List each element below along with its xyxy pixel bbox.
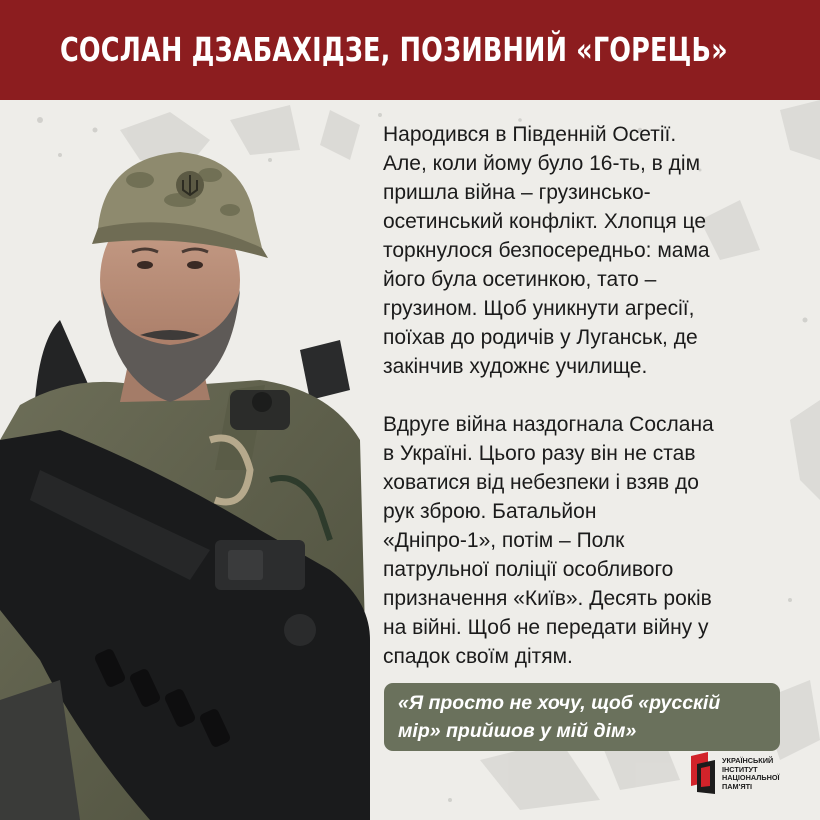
quote-line: мір» прийшов у мій дім» (398, 720, 637, 742)
bio-line: Народився в Південній Осетії. (383, 123, 677, 146)
quote-text (398, 689, 770, 745)
quote-box (384, 683, 780, 751)
biography-text (383, 120, 793, 700)
bio-line: в Україні. Цього разу він не став (383, 442, 696, 465)
bio-line: закінчив художнє училище. (383, 355, 648, 378)
bio-line: призначення «Київ». Десять років (383, 587, 712, 610)
logo-line: УКРАЇНСЬКИЙ (722, 756, 774, 765)
institute-logo-icon (688, 752, 718, 794)
bio-line: поїхав до родичів у Луганськ, де (383, 326, 698, 349)
logo-text (722, 757, 802, 791)
bio-line: торкнулося безпосередньо: мама (383, 239, 710, 262)
bio-line: Але, коли йому було 16-ть, в дім (383, 152, 701, 175)
uinp-logo (688, 752, 798, 802)
bio-line: пришла війна – грузинсько- (383, 181, 651, 204)
soldier-photo (0, 140, 370, 820)
bio-line: осетинський конфлікт. Хлопця це (383, 210, 707, 233)
bio-line: його була осетинкою, тато – (383, 268, 657, 291)
bio-line: на війні. Щоб не передати війну у (383, 616, 709, 639)
bio-line: спадок своїм дітям. (383, 645, 573, 668)
bio-line: патрульної поліції особливого (383, 558, 674, 581)
bio-line: ховатися від небезпеки і взяв до (383, 471, 699, 494)
logo-line: НАЦІОНАЛЬНОЇ (722, 773, 780, 783)
title-banner (0, 0, 820, 100)
bio-line: рук зброю. Батальйон (383, 500, 597, 523)
logo-line: ПАМ'ЯТІ (722, 781, 753, 791)
bio-line: «Дніпро-1», потім – Полк (383, 529, 625, 552)
bio-paragraph-1 (383, 120, 793, 381)
logo-line: ІНСТИТУТ (722, 764, 758, 774)
bio-line: грузином. Щоб уникнути агресії, (383, 297, 695, 320)
bio-line: Вдруге війна наздогнала Сослана (383, 413, 714, 436)
bio-paragraph-2 (383, 410, 793, 671)
quote-line: «Я просто не хочу, щоб «русскій (398, 692, 721, 714)
page-title: СОСЛАН ДЗАБАХІДЗЕ, ПОЗИВНИЙ «ГОРЕЦЬ» (60, 30, 728, 69)
